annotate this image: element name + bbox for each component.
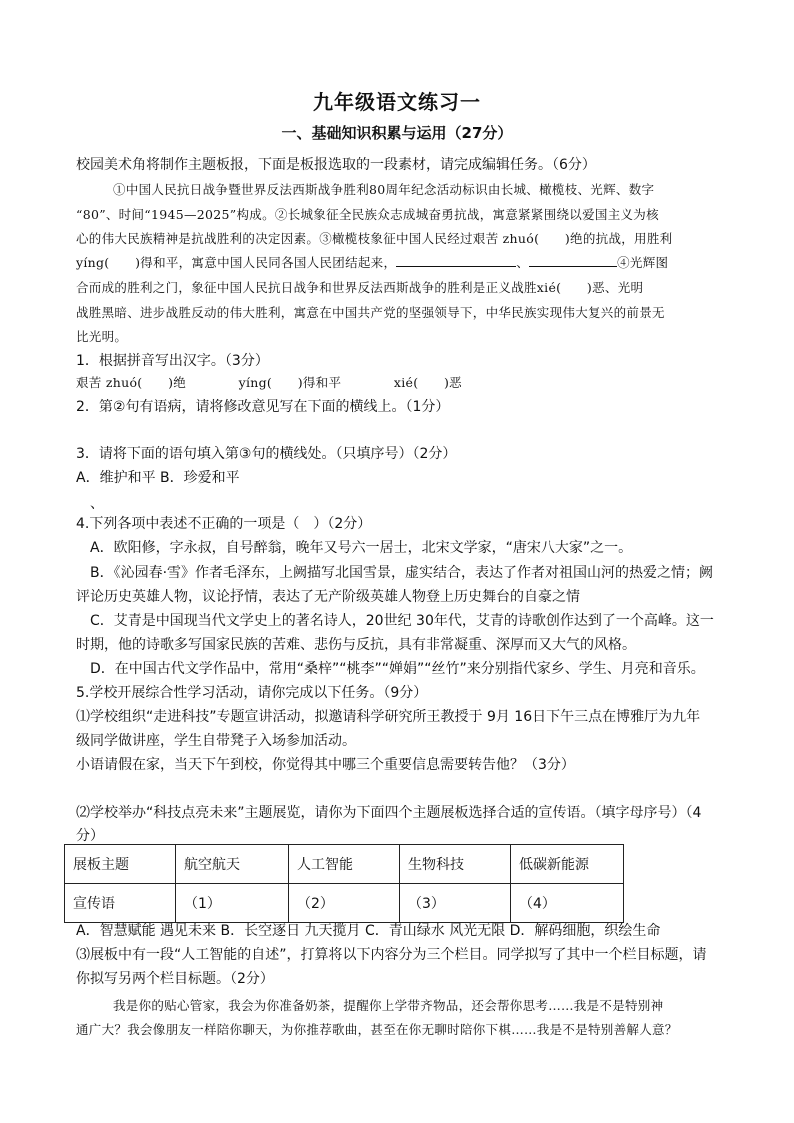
passage-line-2: “80”、时间“1945—2025”构成。②长城象征全民族众志成城奋勇抗战，寓意紧紧围绕以爱国主义为核 xyxy=(76,207,659,222)
table-cell[interactable]: （1） xyxy=(176,884,289,923)
q1-item-1: 艰苦 zhuó( )绝 xyxy=(76,375,187,390)
q4-option-c-line-1: C．艾青是中国现当代文学史上的著名诗人，20世纪 30年代，艾青的诗歌创作达到了一个高峰。这一 xyxy=(90,613,714,629)
q5-sub-2-line-1: ⑵学校举办“科技点亮未来”主题展览，请你为下面四个主题展板选择合适的宣传语。（填字母序号）（4 xyxy=(76,805,702,821)
q4-option-b-line-1: B．《沁园春·雪》作者毛泽东，上阙描写北国雪景，虚实结合，表达了作者对祖国山河的热爱之情；阙 xyxy=(90,565,714,581)
q5-sub-1-line-2: 级同学做讲座，学生自带凳子入场参加活动。 xyxy=(76,733,356,749)
q5-sub-1-line-1: ⑴学校组织“走进科技”专题宣讲活动，拟邀请科学研究所王教授于 9月 16日下午三点在博雅厅为九年 xyxy=(76,709,701,725)
table-cell[interactable]: （4） xyxy=(511,884,624,923)
table-row xyxy=(65,845,624,884)
q1-item-3: xié( )恶 xyxy=(393,375,462,390)
question-3-mark: 、 xyxy=(90,496,104,512)
q5-sub-3-passage-2: 通广大？我会像朋友一样陪你聊天，为你推荐歌曲，甚至在你无聊时陪你下棋……我是不是特别善解人意？ xyxy=(76,1022,678,1037)
passage-separator: 、 xyxy=(516,255,530,270)
question-1-items xyxy=(76,374,462,392)
fill-blank-1[interactable] xyxy=(396,254,516,267)
q4-option-a: A．欧阳修，字永叔，自号醉翁，晚年又号六一居士，北宋文学家，“唐宋八大家”之一。 xyxy=(90,540,633,556)
question-3-options: A．维护和平 B．珍爱和平 xyxy=(76,470,240,486)
question-5: 5.学校开展综合性学习活动，请你完成以下任务。（9分） xyxy=(76,685,428,701)
question-3: 3．请将下面的语句填入第③句的横线处。（只填序号）（2分） xyxy=(76,446,457,462)
table-cell[interactable]: （2） xyxy=(289,884,400,923)
q5-sub-2-line-2: 分） xyxy=(76,828,104,844)
q4-option-b-line-2: 评论历史英雄人物，议论抒情，表达了无产阶级英雄人物登上历史舞台的自豪之情 xyxy=(76,589,580,605)
q1-item-2: yíng( )得和平 xyxy=(238,375,342,390)
passage-line-4-end: ④光辉图 xyxy=(617,255,669,270)
intro-text: 校园美术角将制作主题板报，下面是板报选取的一段素材，请完成编辑任务。（6分） xyxy=(76,157,596,173)
passage-line-4-text: yíng( )得和平，寓意中国人民同各国人民团结起来， xyxy=(76,255,397,270)
table-cell: 人工智能 xyxy=(289,845,400,884)
fill-blank-2[interactable] xyxy=(529,254,617,267)
passage-line-6: 战胜黑暗、进步战胜反动的伟大胜利，寓意在中国共产党的坚强领导下，中华民族实现伟大复兴的前景无 xyxy=(76,305,665,320)
passage-line-1: ①中国人民抗日战争暨世界反法西斯战争胜利80周年纪念活动标识由长城、橄榄枝、光辉、数字 xyxy=(113,182,655,197)
question-2: 2．第②句有语病，请将修改意见写在下面的横线上。（1分） xyxy=(76,399,450,415)
passage-line-5: 合而成的胜利之门，象征中国人民抗日战争和世界反法西斯战争的胜利是正义战胜xié( )恶、光明 xyxy=(76,280,644,295)
table-cell: 展板主题 xyxy=(65,845,176,884)
q4-option-d: D．在中国古代文学作品中，常用“桑梓”“桃李”“婵娟”“丝竹”来分别指代家乡、学生、月亮和音乐。 xyxy=(90,661,705,677)
q5-sub-3-line-2: 你拟写另两个栏目标题。（2分） xyxy=(76,971,274,987)
section-heading: 一、基础知识积累与运用（27分） xyxy=(281,124,513,142)
table-cell: 航空航天 xyxy=(176,845,289,884)
table-cell: 宣传语 xyxy=(65,884,176,923)
question-4: 4.下列各项中表述不正确的一项是（ ）（2分） xyxy=(76,516,372,532)
table-cell: 低碳新能源 xyxy=(511,845,624,884)
question-1: 1．根据拼音写出汉字。（3分） xyxy=(76,353,269,369)
passage-line-4 xyxy=(76,254,668,272)
table-cell: 生物科技 xyxy=(400,845,511,884)
q5-sub-2-choices: A．智慧赋能 遇见未来 B．长空逐日 九天揽月 C．青山绿水 风光无限 D．解码细胞，织绘生命 xyxy=(76,923,661,939)
board-table xyxy=(64,844,624,923)
q5-sub-3-line-1: ⑶展板中有一段“人工智能的自述”，打算将以下内容分为三个栏目。同学拟写了其中一个栏目标题，请 xyxy=(76,947,707,963)
q5-sub-1-question: 小语请假在家，当天下午到校，你觉得其中哪三个重要信息需要转告他？（3分） xyxy=(76,757,575,773)
page-title: 九年级语文练习一 xyxy=(313,90,481,114)
q5-sub-3-passage-1: 我是你的贴心管家，我会为你准备奶茶，提醒你上学带齐物品，还会帮你思考……我是不是特别神 xyxy=(113,998,664,1013)
table-row xyxy=(65,884,624,923)
q4-option-c-line-2: 时期，他的诗歌多写国家民族的苦难、悲伤与反抗，具有非常凝重、深厚而又大气的风格。 xyxy=(76,637,636,653)
table-cell[interactable]: （3） xyxy=(400,884,511,923)
passage-line-7: 比光明。 xyxy=(76,329,128,344)
passage-line-3: 心的伟大民族精神是抗战胜利的决定因素。③橄榄枝象征中国人民经过艰苦 zhuó( )绝的抗战，用胜利 xyxy=(76,231,673,246)
